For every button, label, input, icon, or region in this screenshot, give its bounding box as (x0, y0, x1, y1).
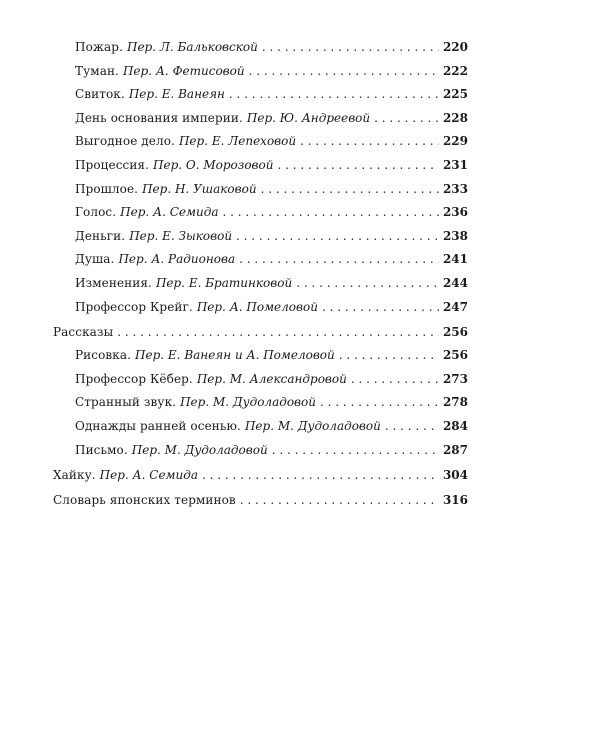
entry-title: Душа. (75, 252, 115, 267)
dot-leader (320, 395, 439, 409)
dot-leader (249, 64, 439, 78)
entry-title: Профессор Кёбер. (75, 371, 193, 386)
toc-entry (53, 395, 468, 419)
entry-page-number: 233 (442, 181, 468, 196)
entry-title: День основания империи. (75, 110, 243, 125)
entry-page-number: 229 (442, 134, 468, 149)
entry-page-number: 284 (442, 419, 468, 433)
dot-leader (385, 419, 439, 433)
entry-page-number: 228 (442, 110, 468, 125)
toc-entry (53, 111, 468, 135)
entry-page-number: 256 (442, 324, 468, 339)
dot-leader (322, 300, 439, 314)
entry-page-number: 304 (442, 467, 468, 482)
entry-translator: Пер. А. Помеловой (196, 299, 318, 314)
toc-entry (53, 87, 468, 111)
entry-page-number: 236 (442, 205, 468, 220)
entry-title: Выгодное дело. (75, 134, 175, 149)
entry-page-number: 287 (442, 442, 468, 457)
entry-translator: Пер. А. Семида (99, 467, 198, 482)
table-of-contents (53, 40, 468, 516)
toc-entry (53, 348, 468, 372)
dot-leader (262, 40, 439, 54)
entry-page-number: 316 (442, 492, 468, 507)
entry-title: Голос. (75, 205, 117, 220)
dot-leader (296, 276, 439, 290)
entry-title: Странный звук. (75, 395, 177, 410)
entry-page-number: 241 (442, 252, 468, 267)
toc-entry (53, 493, 468, 517)
entry-title: Словарь японских терминов (53, 492, 236, 507)
toc-entry (53, 158, 468, 182)
entry-title: Хайку. (53, 467, 96, 482)
entry-page-number: 225 (442, 87, 468, 102)
entry-title: Письмо. (75, 442, 128, 457)
toc-entry (53, 40, 468, 64)
entry-translator: Пер. Е. Ванеян (128, 87, 225, 102)
entry-translator: Пер. Е. Зыковой (129, 228, 233, 243)
entry-translator: Пер. Н. Ушаковой (142, 181, 257, 196)
entry-translator: Пер. М. Дудоладовой (244, 419, 381, 433)
toc-entry (53, 372, 468, 396)
toc-entry (53, 134, 468, 158)
entry-page-number: 222 (442, 63, 468, 78)
entry-title: Пожар. (75, 40, 123, 54)
entry-title: Свиток. (75, 87, 125, 102)
toc-entry (53, 276, 468, 300)
entry-page-number: 273 (442, 371, 468, 386)
entry-title: Изменения. (75, 275, 152, 290)
dot-leader (236, 229, 439, 243)
entry-title: Профессор Крейг. (75, 299, 193, 314)
entry-title: Деньги. (75, 228, 126, 243)
dot-leader (222, 205, 438, 219)
entry-page-number: 238 (442, 228, 468, 243)
toc-entry (53, 229, 468, 253)
toc-entry (53, 325, 468, 349)
entry-translator: Пер. Л. Бальковской (126, 40, 258, 54)
entry-title: Однажды ранней осенью. (75, 419, 241, 433)
dot-leader (229, 87, 439, 101)
dot-leader (339, 348, 439, 362)
dot-leader (300, 134, 439, 148)
entry-page-number: 256 (442, 348, 468, 363)
entry-translator: Пер. О. Морозовой (153, 157, 274, 172)
dot-leader (351, 372, 439, 386)
dot-leader (239, 252, 439, 266)
entry-translator: Пер. М. Александровой (196, 371, 347, 386)
entry-translator: Пер. Ю. Андреевой (246, 110, 371, 125)
entry-page-number: 244 (442, 275, 468, 290)
toc-entry (53, 252, 468, 276)
dot-leader (202, 468, 439, 482)
entry-translator: Пер. М. Дудоладовой (131, 442, 268, 457)
toc-entry (53, 182, 468, 206)
toc-entry (53, 64, 468, 88)
toc-entry (53, 468, 468, 492)
entry-page-number: 278 (442, 395, 468, 410)
toc-entry (53, 419, 468, 443)
entry-page-number: 247 (442, 299, 468, 314)
entry-title: Рисовка. (75, 348, 132, 363)
entry-title: Туман. (75, 63, 119, 78)
dot-leader (240, 493, 439, 507)
entry-translator: Пер. А. Семида (120, 205, 219, 220)
dot-leader (261, 182, 439, 196)
dot-leader (277, 158, 438, 172)
toc-entry (53, 300, 468, 324)
entry-translator: Пер. А. Фетисовой (122, 63, 245, 78)
entry-page-number: 220 (442, 40, 468, 54)
entry-title: Процессия. (75, 157, 150, 172)
entry-page-number: 231 (442, 157, 468, 172)
entry-translator: Пер. Е. Ванеян и А. Помеловой (135, 348, 335, 363)
entry-title: Прошлое. (75, 181, 139, 196)
entry-translator: Пер. М. Дудоладовой (180, 395, 316, 410)
entry-translator: Пер. А. Радионова (118, 252, 236, 267)
toc-entry (53, 443, 468, 467)
entry-translator: Пер. Е. Братинковой (155, 275, 293, 290)
entry-title: Рассказы (53, 324, 114, 339)
dot-leader (117, 325, 439, 339)
entry-translator: Пер. Е. Лепеховой (178, 134, 297, 149)
dot-leader (272, 443, 439, 457)
dot-leader (374, 111, 439, 125)
toc-entry (53, 205, 468, 229)
